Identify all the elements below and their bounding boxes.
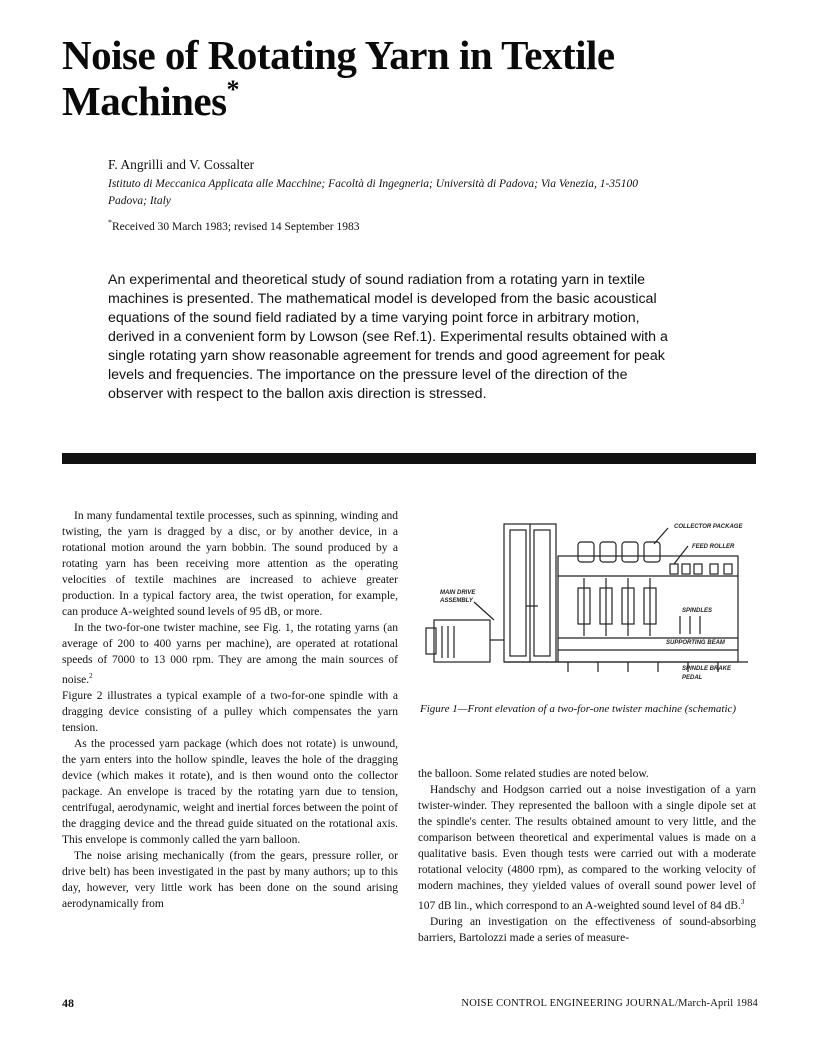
label-feed-roller: FEED ROLLER — [692, 544, 735, 550]
figure-1-machine-schematic — [418, 516, 758, 686]
body-paragraph-text: Handschy and Hodgson carried out a noise investigation of a yarn twister-winder. They represented the balloon with a single dipole set at the spindle's center. The results obtained amount to very little, and the comparison between theoretical and experimental values is made on a qualitative basis. Even though tests were carried out with a moderate rotational velocity (4800 rpm), as compared to the working velocity of modern machines, they yielded values of overall sound power level of 107 dB lin., which correspond to an A-weighted sound level of 84 dB. — [418, 784, 756, 912]
label-main-drive: MAIN DRIVE — [440, 590, 476, 596]
abstract: An experimental and theoretical study of sound radiation from a rotating yarn in textile machines is presented. The mathematical model is developed from the basic acoustical equations of the sound field radiated by a time varying point force in arbitrary motion, derived in a convenient form by Lowson (see Ref.1). Experimental results obtained with a single rotating yarn show reasonable agreement for trends and good agreement for peak levels and frequencies. The importance on the pressure level of the direction of the observer with respect to the ballon axis direction is stressed. — [108, 272, 668, 402]
label-spindles: SPINDLES — [682, 608, 713, 614]
authors: F. Angrilli and V. Cossalter — [108, 157, 255, 172]
left-column — [62, 508, 398, 912]
title-footnote-mark: * — [226, 75, 240, 105]
body-paragraph: During an investigation on the effectiveness of sound-absorbing barriers, Bartolozzi made a series of measure- — [418, 915, 756, 944]
right-column — [418, 766, 756, 946]
body-paragraph — [62, 620, 398, 688]
article-title — [62, 32, 762, 124]
received-footnote-mark: * — [108, 218, 112, 227]
body-paragraph: the balloon. Some related studies are noted below. — [418, 768, 649, 780]
label-supporting-beam: SUPPORTING BEAM — [666, 640, 725, 646]
body-paragraph-text: In the two-for-one twister machine, see Fig. 1, the rotating yarns (an average of 200 to 400 yarns per machine), are operated at rotational speeds of 7000 to 13 000 rpm. They are among the main sources of noise. — [62, 622, 398, 686]
article-title-text: Noise of Rotating Yarn in Textile Machines — [62, 32, 615, 124]
body-paragraph: As the processed yarn package (which does not rotate) is unwound, the yarn enters into the hollow spindle, leaves the hole of the dragging device (which makes it rotate), and is then wound onto the collector package. An envelope is traced by the rotating yarn due to tension, centrifugal, aerodynamic, weight and inertial forces between the point of the dragging device and the thread guide situated on the rotational axis. This envelope is commonly called the yarn balloon. — [62, 737, 398, 846]
label-collector-package: COLLECTOR PACKAGE — [674, 524, 743, 530]
label-assembly: ASSEMBLY — [440, 598, 473, 604]
body-paragraph: Figure 2 illustrates a typical example of a two-for-one spindle with a dragging device consisting of a pulley which compensates the yarn tension. — [62, 689, 398, 734]
journal-footer: NOISE CONTROL ENGINEERING JOURNAL/March-April 1984 — [461, 998, 758, 1009]
page-number: 48 — [62, 996, 74, 1010]
body-paragraph: The noise arising mechanically (from the gears, pressure roller, or drive belt) has been investigated in the past by many authors; up to this day, however, very little work has been done on the sound arising aerodynamically from — [62, 849, 398, 910]
reference-mark: 3 — [740, 898, 745, 906]
body-paragraph: In many fundamental textile processes, such as spinning, winding and twisting, the yarn is dragged by a disc, or by another device, in a rotational motion around the yarn bobbin. The sound produced by a rotating yarn has been receiving more attention as the operating velocities of textile machines are increased to achieve greater production. In a typical factory area, the twist operation, for example, can produce A-weighted sound levels of 95 dB, or more. — [62, 510, 398, 618]
label-spindle-brake: SPINDLE BRAKE — [682, 666, 732, 672]
section-divider-bar — [62, 453, 756, 464]
reference-mark: 2 — [89, 672, 93, 680]
machine-schematic-drawing — [418, 516, 758, 686]
affiliation: Istituto di Meccanica Applicata alle Macchine; Facoltà di Ingegneria; Università di Padova; Via Venezia, 1-35100 Padova; Italy — [108, 178, 639, 207]
body-paragraph — [418, 782, 756, 914]
received-text: Received 30 March 1983; revised 14 September 1983 — [112, 220, 360, 233]
figure-caption: Figure 1—Front elevation of a two-for-one twister machine (schematic) — [420, 703, 737, 715]
received-dates — [108, 218, 360, 233]
label-pedal: PEDAL — [682, 675, 703, 681]
